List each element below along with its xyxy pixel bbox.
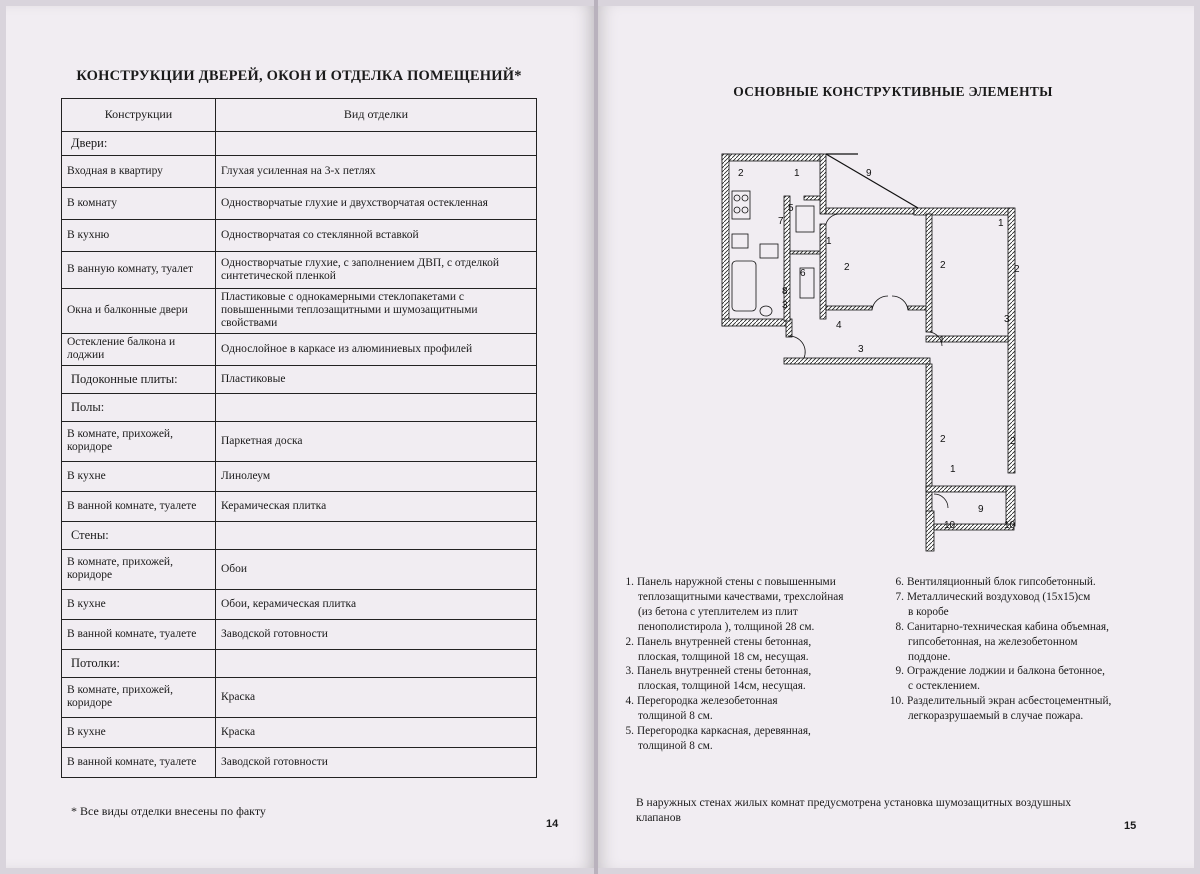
plan-label: 4 [836, 320, 842, 331]
plan-label: 1 [794, 168, 800, 179]
finishing-table [61, 98, 537, 778]
construction-cell: Подоконные плиты: [62, 365, 216, 393]
legend-item-line: Панель внутренней стены бетонная, [637, 665, 812, 678]
legend-item-line: Разделительный экран асбестоцементный, [907, 695, 1112, 708]
right-page [598, 6, 1194, 868]
plan-label: 2 [738, 168, 744, 179]
finish-cell: Заводской готовности [216, 747, 537, 777]
construction-cell: В ванной комнате, туалете [62, 747, 216, 777]
legend-item [888, 575, 1178, 590]
plan-label: 1 [826, 236, 832, 247]
legend-item-line: Перегородка железобетонная [637, 695, 778, 708]
table-header-row [62, 99, 537, 132]
construction-cell: В ванной комнате, туалете [62, 491, 216, 521]
construction-cell: В кухне [62, 717, 216, 747]
plan-label: 6 [800, 268, 806, 279]
legend-item-number: 9. [895, 665, 904, 678]
finish-cell [216, 649, 537, 677]
construction-cell: Остекление балкона и лоджии [62, 333, 216, 365]
table-row [62, 461, 537, 491]
table-row [62, 589, 537, 619]
table-row [62, 649, 537, 677]
construction-cell: Полы: [62, 393, 216, 421]
floor-plan-diagram [708, 146, 1038, 566]
finish-cell: Краска [216, 717, 537, 747]
finish-cell: Одностворчатая со стеклянной вставкой [216, 220, 537, 252]
legend-item-line: в коробе [908, 605, 949, 618]
construction-cell: Стены: [62, 521, 216, 549]
legend-item-line: Ограждение лоджии и балкона бетонное, [907, 665, 1105, 678]
finish-cell [216, 521, 537, 549]
table-row [62, 491, 537, 521]
finish-cell: Обои, керамическая плитка [216, 589, 537, 619]
table-row [62, 717, 537, 747]
construction-cell: В комнату [62, 188, 216, 220]
legend-item [618, 575, 888, 635]
table-row [62, 252, 537, 289]
finish-cell: Заводской готовности [216, 619, 537, 649]
legend-item-number: 7. [895, 590, 904, 603]
legend-item-line: (из бетона с утеплителем из плит [638, 605, 798, 618]
table-row [62, 619, 537, 649]
left-page [6, 6, 594, 868]
construction-cell: В кухне [62, 589, 216, 619]
plan-label: 9 [866, 168, 872, 179]
legend-item [888, 694, 1178, 724]
legend-item-line: Панель наружной стены с повышенными [637, 576, 836, 588]
table-row [62, 289, 537, 334]
plan-label: 7 [778, 216, 784, 227]
legend-item [618, 724, 888, 754]
legend-item [618, 664, 888, 694]
legend-item-line: Панель внутренней стены бетонная, [637, 635, 812, 648]
legend-item-line: толщиной 8 см. [638, 710, 713, 723]
legend-item-line: плоская, толщиной 18 см, несущая. [638, 650, 809, 663]
legend-item-number: 10. [889, 695, 904, 708]
finish-cell: Одностворчатые глухие, с заполнением ДВП, с отделкой синтетической пленкой [216, 252, 537, 289]
legend-item-number: 2. [625, 635, 634, 648]
table-row [62, 521, 537, 549]
table-row [62, 747, 537, 777]
plan-label: 10 [944, 520, 956, 531]
legend-item-line: поддоне. [908, 650, 951, 663]
legend-item-line: с остеклением. [908, 680, 980, 693]
construction-cell: Потолки: [62, 649, 216, 677]
finish-cell: Линолеум [216, 461, 537, 491]
construction-cell: В комнате, прихожей, коридоре [62, 677, 216, 717]
plan-label: 3 [858, 344, 864, 355]
construction-cell: В ванной комнате, туалете [62, 619, 216, 649]
plan-label: 5 [788, 203, 794, 214]
plan-label: 2 [844, 262, 850, 273]
legend-item [888, 620, 1178, 665]
left-page-title: КОНСТРУКЦИИ ДВЕРЕЙ, ОКОН И ОТДЕЛКА ПОМЕЩЕНИЙ* [76, 68, 522, 84]
legend-right [888, 575, 1178, 724]
plan-label: 9 [978, 504, 984, 515]
finish-cell: Пластиковые [216, 365, 537, 393]
table-row [62, 365, 537, 393]
table-row [62, 220, 537, 252]
table-row [62, 549, 537, 589]
legend-item-number: 3. [625, 665, 634, 678]
finish-cell: Паркетная доска [216, 421, 537, 461]
page-number-right: 15 [1124, 820, 1137, 832]
legend-item-number: 4. [625, 695, 634, 708]
plan-label: 2 [940, 434, 946, 445]
legend-item-number: 5. [625, 725, 634, 738]
legend-item-line: Вентиляционный блок гипсобетонный. [907, 576, 1096, 588]
legend-item-number: 6. [895, 576, 904, 588]
construction-cell: В комнате, прихожей, коридоре [62, 549, 216, 589]
construction-cell: Окна и балконные двери [62, 289, 216, 334]
construction-cell: Входная в квартиру [62, 156, 216, 188]
note-text: В наружных стенах жилых комнат предусмотрена установка шумозащитных воздушных клапанов [636, 797, 1072, 824]
finish-cell: Однослойное в каркасе из алюминиевых профилей [216, 333, 537, 365]
table-header-cell: Вид отделки [216, 99, 537, 132]
table-row [62, 132, 537, 156]
finish-cell: Одностворчатые глухие и двухстворчатая остекленная [216, 188, 537, 220]
table-row [62, 677, 537, 717]
legend-item-line: Санитарно-техническая кабина объемная, [907, 620, 1109, 633]
plan-label: 10 [1004, 520, 1016, 531]
finish-cell: Глухая усиленная на 3-х петлях [216, 156, 537, 188]
table-row [62, 421, 537, 461]
legend-item-line: гипсобетонная, на железобетонном [908, 635, 1078, 648]
table-row [62, 156, 537, 188]
legend-item-line: Перегородка каркасная, деревянная, [637, 725, 811, 738]
plan-label: 3 [1004, 314, 1010, 325]
plan-label: 3 [782, 300, 788, 311]
legend-item [618, 694, 888, 724]
plan-label: 1 [998, 218, 1004, 229]
table-row [62, 188, 537, 220]
legend-item-number: 1. [625, 576, 634, 588]
right-page-title: ОСНОВНЫЕ КОНСТРУКТИВНЫЕ ЭЛЕМЕНТЫ [733, 84, 1053, 99]
table-header-cell: Конструкции [62, 99, 216, 132]
plan-label: 2 [1010, 436, 1016, 447]
finish-cell [216, 132, 537, 156]
plan-label: 2 [940, 260, 946, 271]
legend-item [888, 664, 1178, 694]
legend-item-line: легкоразрушаемый в случае пожара. [908, 710, 1084, 723]
footnote: * Все виды отделки внесены по факту [71, 804, 266, 818]
construction-cell: В кухню [62, 220, 216, 252]
legend-item-line: пенополистирола ), толщиной 28 см. [638, 620, 815, 633]
table-row [62, 333, 537, 365]
legend-item [618, 635, 888, 665]
legend-left [618, 575, 888, 754]
legend-item-number: 8. [895, 620, 904, 633]
finish-cell: Керамическая плитка [216, 491, 537, 521]
page-number-left: 14 [546, 818, 559, 830]
construction-cell: В комнате, прихожей, коридоре [62, 421, 216, 461]
finish-cell: Обои [216, 549, 537, 589]
legend-item-line: толщиной 8 см. [638, 739, 713, 752]
legend-item-line: теплозащитными качествами, трехслойная [638, 590, 844, 603]
plan-label: 1 [950, 464, 956, 475]
table-row [62, 393, 537, 421]
finish-cell [216, 393, 537, 421]
legend-item-line: Металлический воздуховод (15х15)см [907, 590, 1091, 603]
construction-cell: Двери: [62, 132, 216, 156]
plan-label: 2 [1014, 264, 1020, 275]
legend-item-line: плоская, толщиной 14см, несущая. [638, 680, 806, 693]
finish-cell: Краска [216, 677, 537, 717]
legend-item [888, 590, 1178, 620]
plan-label: 8 [782, 286, 788, 297]
finish-cell: Пластиковые с однокамерными стеклопакетами с повышенными теплозащитными и шумозащитными свойствами [216, 289, 537, 334]
construction-cell: В ванную комнату, туалет [62, 252, 216, 289]
construction-cell: В кухне [62, 461, 216, 491]
